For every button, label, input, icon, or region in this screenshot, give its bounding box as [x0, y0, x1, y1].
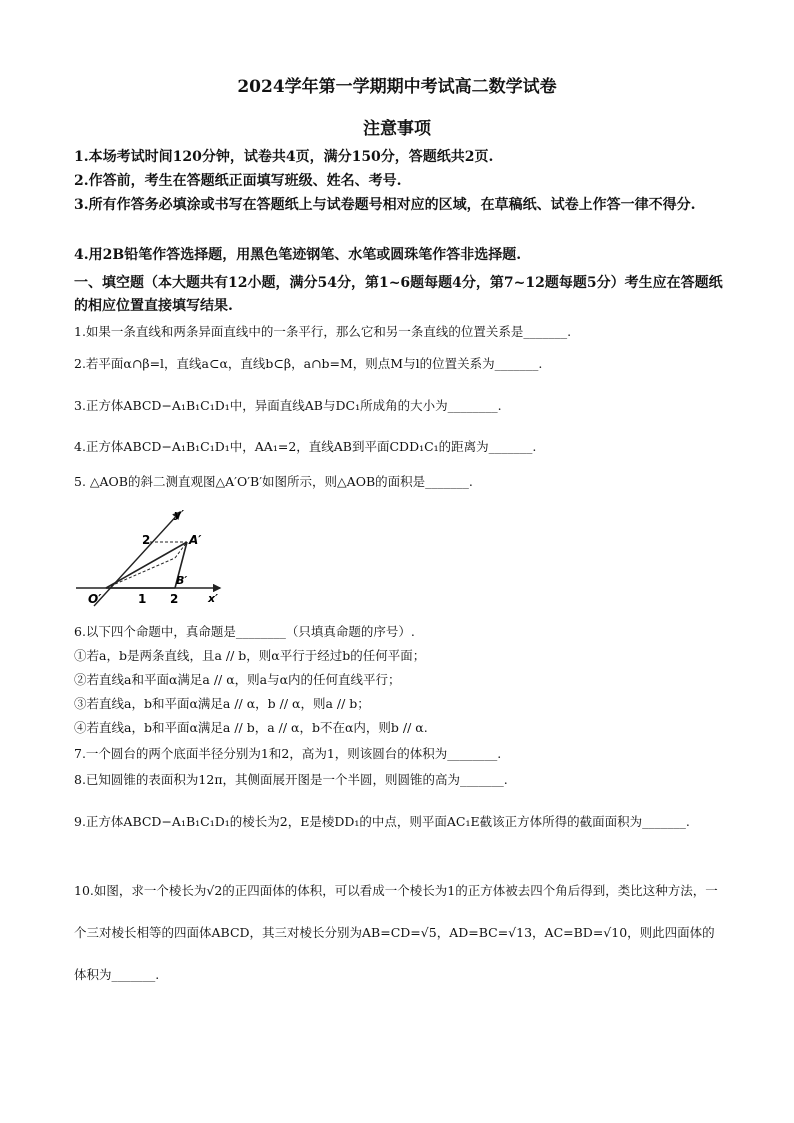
- tick-label-y2: 2: [142, 533, 151, 547]
- question-9: 9.正方体ABCD−A₁B₁C₁D₁的棱长为2，E是棱DD₁的中点，则平面AC₁E截该正方体所得的截面面积为_______.: [74, 814, 690, 829]
- label-a-prime: A′: [189, 533, 202, 547]
- question-7: 7.一个圆台的两个底面半径分别为1和2，高为1，则该圆台的体积为________.: [74, 746, 502, 761]
- tick-label-2: 2: [170, 592, 179, 606]
- notice-title: 注意事项: [363, 119, 431, 139]
- question-1: 1.如果一条直线和两条异面直线中的一条平行，那么它和另一条直线的位置关系是_______.: [74, 324, 572, 339]
- dashed-o-to-mid: [106, 558, 175, 588]
- question-6-option-3: ③若直线a，b和平面α满足a // α，b // α，则a // b；: [74, 696, 370, 711]
- oblique-projection-figure: [72, 502, 232, 614]
- tick-label-1: 1: [138, 592, 147, 606]
- label-x-prime: x′: [208, 592, 218, 605]
- question-10: 10.如图，求一个棱长为√2的正四面体的体积，可以看成一个棱长为1的正方体被去四个角后得到，类比这种方法，一个三对棱长相等的四面体ABCD，其三对棱长分别为AB=CD=√5，AD=BC=√13，AC=BD=√10，则此四面体的体积为_______.: [74, 883, 718, 982]
- section-heading: 一、填空题（本大题共有12小题，满分54分，第1~6题每题4分，第7~12题每题5分）考生应在答题纸的相应位置直接填写结果.: [74, 275, 723, 314]
- label-o-prime: O′: [88, 592, 102, 606]
- notice-item-2: 2.作答前，考生在答题纸正面填写班级、姓名、考号.: [74, 173, 402, 189]
- question-5: 5. △AOB的斜二测直观图△A′O′B′如图所示，则△AOB的面积是_______.: [74, 474, 473, 489]
- notice-item-3: 3.所有作答务必填涂或书写在答题纸上与试卷题号相对应的区域，在草稿纸、试卷上作答一律不得分.: [74, 197, 696, 213]
- label-b-prime: B′: [176, 574, 188, 587]
- question-6-stem: 6.以下四个命题中，真命题是________（只填真命题的序号）.: [74, 624, 415, 639]
- exam-title: 2024学年第一学期期中考试高二数学试卷: [237, 77, 557, 97]
- question-4: 4.正方体ABCD−A₁B₁C₁D₁中，AA₁=2，直线AB到平面CDD₁C₁的距离为_______.: [74, 439, 537, 454]
- label-y-prime: y′: [174, 508, 185, 521]
- notice-item-4: 4.用2B铅笔作答选择题，用黑色笔迹钢笔、水笔或圆珠笔作答非选择题.: [74, 247, 522, 263]
- question-6-option-2: ②若直线a和平面α满足a // α，则a与α内的任何直线平行；: [74, 672, 401, 687]
- question-8: 8.已知圆锥的表面积为12π，其侧面展开图是一个半圆，则圆锥的高为_______.: [74, 772, 508, 787]
- y-axis: [94, 512, 180, 606]
- question-3: 3.正方体ABCD−A₁B₁C₁D₁中，异面直线AB与DC₁所成角的大小为________.: [74, 398, 502, 413]
- question-6-option-1: ①若a，b是两条直线，且a // b，则α平行于经过b的任何平面；: [74, 648, 426, 663]
- question-6-option-4: ④若直线a，b和平面α满足a // b，a // α，b不在α内，则b // α.: [74, 720, 428, 735]
- notice-item-1: 1.本场考试时间120分钟，试卷共4页，满分150分，答题纸共2页.: [74, 149, 494, 165]
- question-2: 2.若平面α∩β=l，直线a⊂α，直线b⊂β，a∩b=M，则点M与l的位置关系为_______.: [74, 356, 543, 371]
